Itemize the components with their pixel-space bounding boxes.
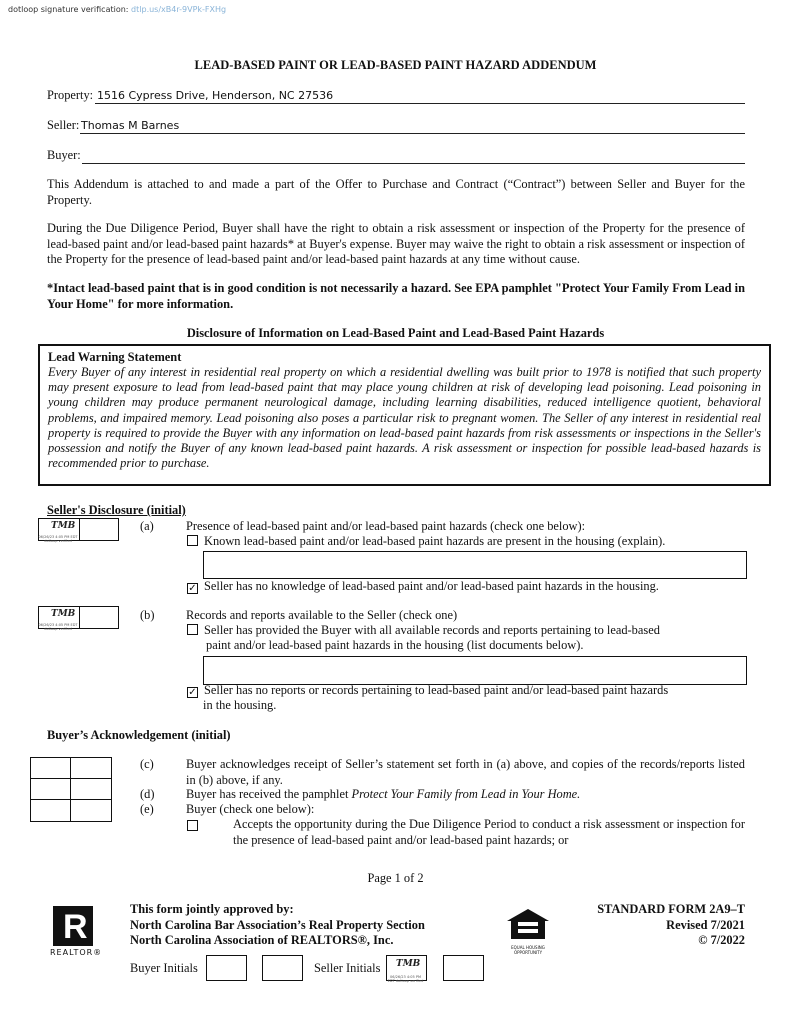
footer-buyer-initial-1[interactable]: [206, 955, 247, 981]
seller-label: Seller:: [47, 118, 80, 132]
realtor-r-icon: R: [63, 908, 88, 946]
checkbox-icon[interactable]: [187, 624, 198, 635]
intro-paragraph: This Addendum is attached to and made a part of the Offer to Purchase and Contract (“Contract”) between Seller and Buyer for the Property.: [47, 177, 745, 207]
option-b-no-reports-label: Seller has no reports or records pertaining to lead-based paint and/or lead-based paint hazards: [204, 683, 669, 697]
option-e-accepts-label: Accepts the opportunity during the Due Diligence Period to conduct a risk assessment or inspection for the presence of lead-based paint and/or lead-based paint hazards; or: [233, 817, 745, 847]
option-b-no-reports-label-cont: in the housing.: [203, 698, 277, 712]
footer-buyer-initial-2[interactable]: [262, 955, 303, 981]
page-title: LEAD-BASED PAINT OR LEAD-BASED PAINT HAZARD ADDENDUM: [194, 58, 597, 72]
option-b-provided-label-cont: paint and/or lead-based paint hazards in the housing (list documents below).: [206, 638, 584, 652]
seller-initials-signature: TMB: [396, 959, 421, 969]
seller-underline: [80, 133, 745, 134]
item-a-label: (a): [140, 519, 154, 533]
buyer-initial-box-c2[interactable]: [71, 758, 111, 779]
item-e-label: (e): [140, 802, 154, 816]
seller-initials-signature: TMB: [51, 521, 76, 531]
item-b-text: Records and reports available to the Seller (check one): [186, 608, 458, 622]
option-a-known-label: Known lead-based paint and/or lead-based paint hazards are present in the housing (explain).: [204, 534, 666, 548]
verification: [8, 5, 226, 14]
form-info: [597, 902, 745, 949]
seller-initials-signature: TMB: [51, 609, 76, 619]
copyright: © 7/2022: [698, 933, 745, 947]
disclosure-heading: Disclosure of Information on Lead-Based Paint and Lead-Based Paint Hazards: [186, 326, 605, 340]
warning-body: Every Buyer of any interest in residential real property on which a residential dwelling was built prior to 1978 is notified that such property may present exposure to lead from lead-based paint that may place young children at risk of developing lead poisoning. Lead poisoning in young children may produce permanent neurological damage, including learning disabilities, reduced intelligence quotient, behavioral problems, and impaired memory. Lead poisoning also poses a particular risk to pregnant women. The Seller of any interest in residential real property is required to provide the Buyer with any information on lead-based paint hazards from risk assessments or inspections in the Seller's possession and notify the Buyer of any known lead-based paint hazards. A risk assessment or inspection for possible lead-based hazards is recommended prior to purchase.: [48, 365, 761, 471]
approved-by: This form jointly approved by:: [130, 902, 294, 916]
seller-initial-box-b2[interactable]: [79, 606, 119, 629]
approval-block: [130, 902, 425, 949]
seller-disclosure-heading: Seller's Disclosure (initial): [47, 503, 186, 517]
approving-org-2: North Carolina Association of REALTORS®, Inc.: [130, 933, 394, 947]
item-a-text: Presence of lead-based paint and/or lead-based paint hazards (check one below):: [186, 519, 586, 533]
due-diligence-paragraph: During the Due Diligence Period, Buyer shall have the right to obtain a risk assessment or inspection of the Property for the presence of lead-based paint and/or lead-based paint hazards* at Buyer's expense. Buyer may waive the right to obtain a risk assessment or inspection of the Property for the presence of lead-based paint and/or lead-based paint hazards at any time without cause.: [47, 221, 745, 266]
house-icon: [505, 907, 551, 941]
property-label: Property:: [47, 88, 94, 102]
option-a-no-knowledge[interactable]: [187, 579, 659, 594]
buyer-initial-box-d1[interactable]: [31, 779, 71, 800]
revised-date: Revised 7/2021: [666, 917, 745, 932]
verification-link[interactable]: dtlp.us/xB4r-9VPk-FXHg: [131, 5, 227, 14]
verification-label: dotloop signature verification:: [8, 5, 129, 14]
intact-paint-note: *Intact lead-based paint that is in good condition is not necessarily a hazard. See EPA pamphlet "Protect Your Family From Lead in Your Home" for more information.: [47, 281, 745, 311]
realtor-logo: [53, 906, 93, 946]
checked-checkbox-icon[interactable]: ✓: [188, 687, 197, 698]
item-e-text: Buyer (check one below):: [186, 802, 315, 816]
buyer-underline: [82, 163, 745, 164]
signature-verification-note: 06/26/23 4:05 PM EDT dotloop verified: [38, 623, 78, 631]
buyer-ack-heading: Buyer’s Acknowledgement (initial): [47, 728, 231, 742]
item-d-text: [186, 787, 580, 802]
checkbox-icon[interactable]: [187, 535, 198, 546]
lead-warning-box: [38, 344, 771, 486]
buyer-label: Buyer:: [47, 148, 81, 162]
equal-housing-text: EQUAL HOUSING OPPORTUNITY: [511, 945, 545, 955]
realtor-logo-text: REALTOR®: [50, 948, 103, 957]
property-underline: [95, 103, 745, 104]
seller-field[interactable]: Thomas M Barnes: [81, 119, 180, 132]
checked-checkbox-icon[interactable]: ✓: [188, 583, 197, 594]
buyer-initial-box-e2[interactable]: [71, 800, 111, 821]
buyer-initial-box-c1[interactable]: [31, 758, 71, 779]
form-number: STANDARD FORM 2A9–T: [597, 902, 745, 916]
option-b-no-reports[interactable]: [187, 683, 668, 698]
documents-field[interactable]: [203, 656, 747, 685]
item-c-text: Buyer acknowledges receipt of Seller’s statement set forth in (a) above, and copies of the records/reports listed in (b) above, if any.: [186, 757, 745, 787]
approving-org-1: North Carolina Bar Association’s Real Property Section: [130, 917, 425, 932]
option-a-known[interactable]: [187, 534, 665, 549]
item-b-label: (b): [140, 608, 155, 622]
signature-verification-note: 06/26/23 4:05 PM EDT dotloop verified: [387, 975, 424, 983]
buyer-initials-label: Buyer Initials: [130, 961, 198, 975]
option-b-provided[interactable]: [187, 623, 660, 638]
equal-housing-logo: [505, 907, 551, 955]
item-d-text-pre: Buyer has received the pamphlet: [186, 787, 352, 801]
buyer-initial-grid: [30, 757, 112, 822]
item-c-label: (c): [140, 757, 154, 771]
buyer-initial-box-e1[interactable]: [31, 800, 71, 821]
explain-field[interactable]: [203, 551, 747, 579]
property-field[interactable]: 1516 Cypress Drive, Henderson, NC 27536: [97, 89, 334, 102]
page-number: Page 1 of 2: [367, 871, 424, 885]
signature-verification-note: 06/26/23 4:05 PM EDT dotloop verified: [38, 535, 78, 543]
seller-initials-label: Seller Initials: [314, 961, 381, 975]
seller-initial-box-a2[interactable]: [79, 518, 119, 541]
pamphlet-title: Protect Your Family from Lead in Your Home.: [351, 787, 581, 801]
item-d-label: (d): [140, 787, 155, 801]
buyer-initial-box-d2[interactable]: [71, 779, 111, 800]
option-b-provided-label: Seller has provided the Buyer with all available records and reports pertaining to lead-based: [204, 623, 660, 637]
option-a-no-knowledge-label: Seller has no knowledge of lead-based paint and/or lead-based paint hazards in the housing.: [204, 579, 659, 593]
option-e-accepts-checkbox[interactable]: [187, 820, 198, 831]
warning-title: Lead Warning Statement: [48, 350, 182, 364]
footer-seller-initial-2[interactable]: [443, 955, 484, 981]
